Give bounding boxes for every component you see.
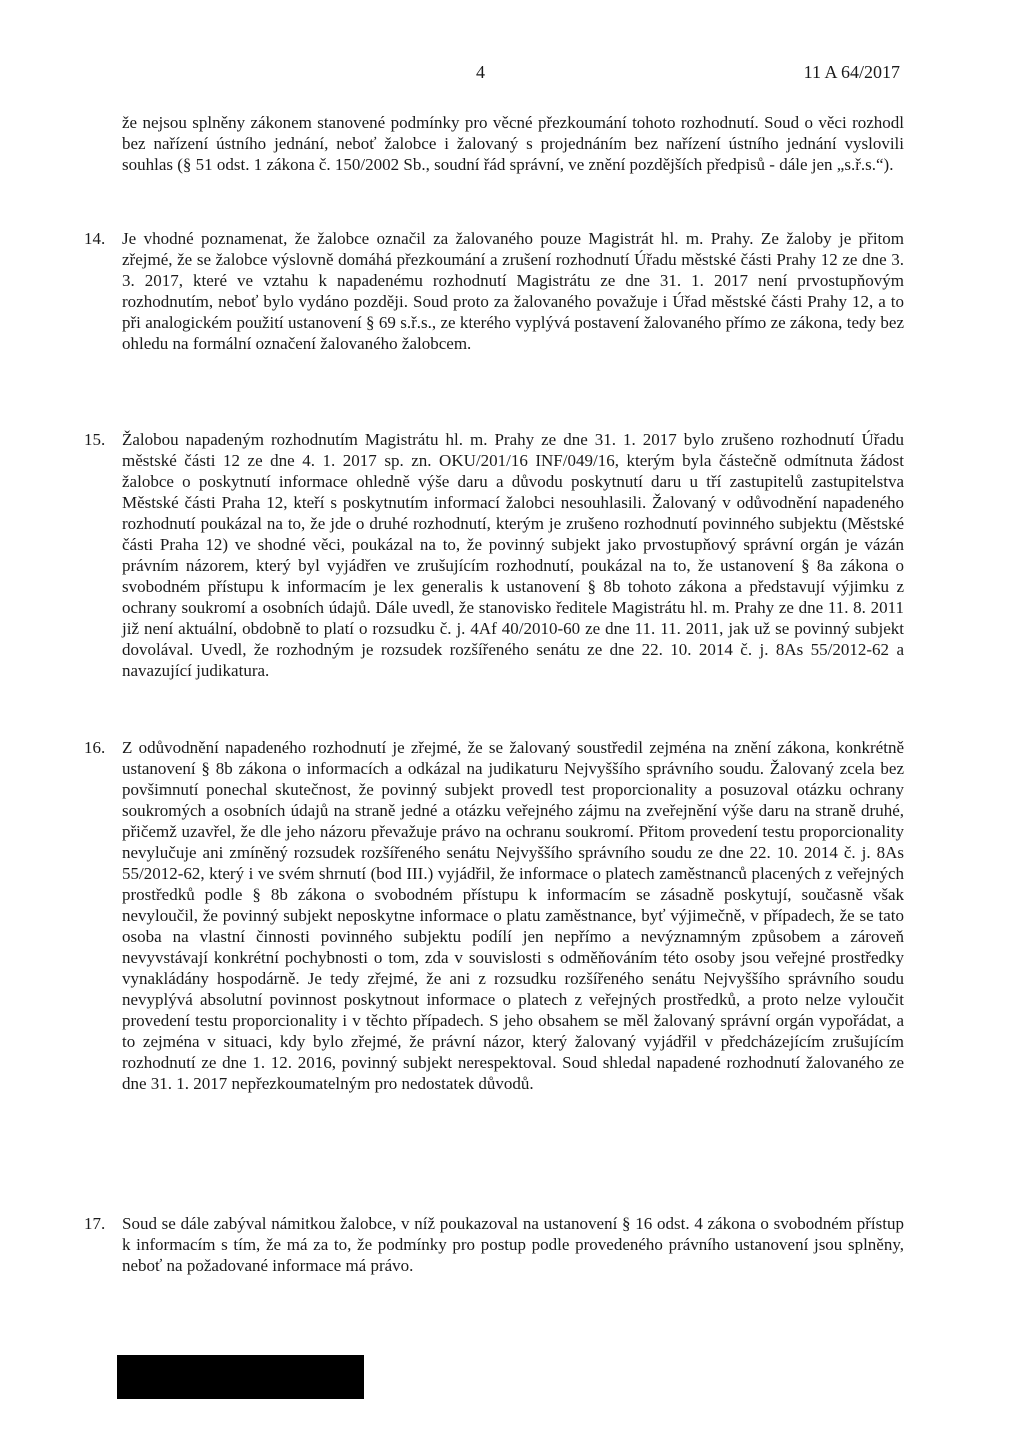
- paragraph-16: [84, 737, 904, 1094]
- page-number: 4: [476, 62, 485, 82]
- paragraph-15: [84, 429, 904, 681]
- paragraph-number: 16.: [84, 738, 106, 757]
- paragraph-text: Z odůvodnění napadeného rozhodnutí je zřejmé, že se žalovaný soustředil zejména na znění zákona, konkrétně ustanovení § 8b zákona o informacích a odkázal na judikaturu Nejvyššího správního soudu. Žalovaný zcela bez povšimnutí ponechal skutečnost, že povinný subjekt provedl test proporcionality a posuzoval otázku ochrany soukromých a osobních údajů na straně jedné a otázku veřejného zájmu na zveřejnění výše daru na straně druhé, přičemž uzavřel, že dle jeho názoru převažuje právo na ochranu soukromí. Přitom provedení testu proporcionality nevylučuje ani zmíněný rozsudek rozšířeného senátu Nejvyššího správního soudu ze dne 22. 10. 2014 č. j. 8As 55/2012-62, který i ve svém shrnutí (bod III.) vyjádřil, že informace o platech zaměstnanců placených z veřejných prostředků podle § 8b zákona o svobodném přístupu k informacím se zásadně poskytují, současně však nevyloučil, že povinný subjekt neposkytne informace o platu zaměstnance, byť výjimečně, v případech, že se tato osoba na vlastní činnosti povinného subjektu podílí jen nepřímo a nevýznamným způsobem a zároveň nevyvstávají konkrétní pochybnosti o tom, zda v souvislosti s odměňováním této osoby jsou veřejné prostředky vynakládány hospodárně. Je tedy zřejmé, že ani z rozsudku rozšířeného senátu Nejvyššího správního soudu nevyplývá absolutní povinnost poskytnout informace o platech z veřejných prostředků, a proto nelze vyloučit provedení testu proporcionality i v těchto případech. S jeho obsahem se měl žalovaný správní orgán vypořádat, a to zejména v situaci, kdy bylo zřejmé, že právní názor, který žalovaný vyjádřil v předcházejícím zrušujícím rozhodnutí ze dne 1. 12. 2016, povinný subjekt nerespektoval. Soud shledal napadené rozhodnutí žalovaného ze dne 31. 1. 2017 nepřezkoumatelným pro nedostatek důvodů.: [122, 738, 904, 1093]
- paragraph-number: 17.: [84, 1214, 106, 1233]
- paragraph-text: Soud se dále zabýval námitkou žalobce, v níž poukazoval na ustanovení § 16 odst. 4 zákona o svobodném přístup k informacím s tím, že má za to, že podmínky pro postup podle provedeného právního ustanovení jsou splněny, neboť na požadované informace má právo.: [122, 1214, 904, 1275]
- paragraph-14: [84, 228, 904, 354]
- paragraph-text: Je vhodné poznamenat, že žalobce označil za žalovaného pouze Magistrát hl. m. Prahy. Ze žaloby je přitom zřejmé, že se žalobce výslovně domáhá přezkoumání a zrušení rozhodnutí Úřadu městské části Prahy 12 ze dne 3. 3. 2017, které ve vztahu k napadenému rozhodnutí Magistrátu ze dne 31. 1. 2017 není prvostupňovým rozhodnutím, neboť bylo vydáno později. Soud proto za žalovaného považuje i Úřad městské části Prahy 12, a to při analogickém použití ustanovení § 69 s.ř.s., ze kterého vyplývá postavení žalovaného přímo ze zákona, tedy bez ohledu na formální označení žalovaného žalobcem.: [122, 229, 904, 353]
- paragraph-text: Žalobou napadeným rozhodnutím Magistrátu hl. m. Prahy ze dne 31. 1. 2017 bylo zrušeno rozhodnutí Úřadu městské části 12 ze dne 4. 1. 2017 sp. zn. OKU/201/16 INF/049/16, kterým byla částečně odmítnuta žádost žalobce o poskytnutí informace ohledně výše daru a důvodu poskytnutí daru u tří zastupitelů zastupitelstva Městské části Praha 12, kteří s poskytnutím informací žalobci nesouhlasili. Žalovaný v odůvodnění napadeného rozhodnutí poukázal na to, že jde o druhé rozhodnutí, kterým je zrušeno rozhodnutí povinného subjektu (Městské části Praha 12) ve shodné věci, poukázal na to, že povinný subjekt jako prvostupňový správní orgán je vázán právním názorem, který byl vyjádřen ve zrušujícím rozhodnutí, poukázal na to, že ustanovení § 8a zákona o svobodném přístupu k informacím je lex generalis k ustanovení § 8b tohoto zákona a představují výjimku z ochrany soukromí a osobních údajů. Dále uvedl, že stanovisko ředitele Magistrátu hl. m. Prahy ze dne 11. 8. 2011 již není aktuální, obdobně to platí o rozsudku č. j. 4Af 40/2010-60 ze dne 11. 11. 2011, jak už se povinný subjekt dovolával. Uvedl, že rozhodným je rozsudek rozšířeného senátu ze dne 22. 10. 2014 č. j. 8As 55/2012-62 a navazující judikatura.: [122, 430, 904, 680]
- intro-paragraph: že nejsou splněny zákonem stanovené podmínky pro věcné přezkoumání tohoto rozhodnutí. Soud o věci rozhodl bez nařízení ústního jednání, neboť žalobce i žalovaný s projednáním bez nařízení ústního jednání vyslovili souhlas (§ 51 odst. 1 zákona č. 150/2002 Sb., soudní řád správní, ve znění pozdějších předpisů - dále jen „s.ř.s.“).: [122, 113, 904, 174]
- paragraph-number: 15.: [84, 430, 106, 449]
- redaction-bar: [117, 1355, 364, 1399]
- case-number: 11 A 64/2017: [803, 62, 900, 82]
- paragraph-number: 14.: [84, 229, 106, 248]
- paragraph-17: [84, 1213, 904, 1276]
